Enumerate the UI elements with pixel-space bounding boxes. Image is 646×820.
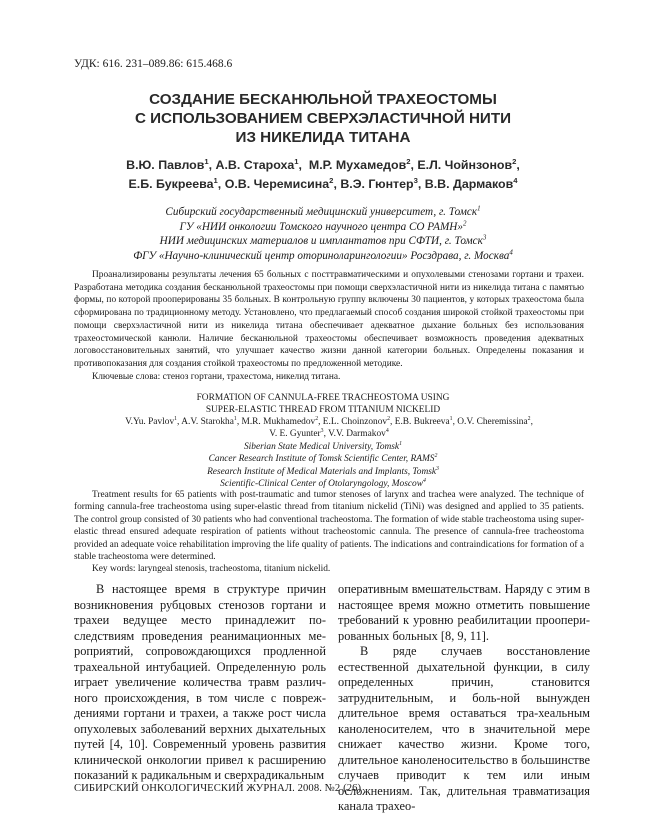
title-line: ИЗ НИКЕЛИДА ТИТАНА [235,129,411,146]
author-affiliation-index: 3 [320,428,324,435]
author: V. E. Gyunter [269,429,321,440]
body-column-right [338,582,590,815]
abstract-en: Treatment results for 65 patients with post-traumatic and tumor stenoses of larynx and trachea were analyzed. The technique of forming cannula-free tracheostoma using super-elastic thread from titanium nickelid (TiNi) was designed and applied to 35 patients. The control group consisted of 30 patients who had conventional tracheostoma. The formation of wide stable tracheostoma using super-elastic thread ensured adequate respiration of patients without tracheostomic cannula. The presence of cannula-free tracheostoma provided an adequate voice rehabilitation improving the life quality of patients. The indications and contraindications for formation of a stable tracheostoma were determined. [74,490,584,563]
text-line: рованных больных [8, 9, 11]. [338,628,489,643]
author: В.В. Дармаков [424,177,514,191]
english-title-line: FORMATION OF CANNULA-FREE TRACHEOSTOMA USING [196,393,450,403]
affiliation-index: 2 [462,218,467,227]
author-affiliation-index: 2 [315,415,319,422]
text-line: и трахеи ведущее место принадлежит по- [74,597,326,627]
english-title-line: SUPER-ELASTIC THREAD FROM TITANIUM NICKELID [205,405,441,416]
author: О.В. Черемисина [224,177,330,191]
article-title [60,90,586,147]
authors-line-1: В.Ю. Павлов$^1$, А.В. Староха$^1$, М.Р. Мухамедов$^2$, Е.Л. Чойнзонов$^2$, [126,156,520,172]
author-affiliation-index: 1 [213,175,218,185]
author: А.В. Староха [215,158,295,172]
text-line: ного происхождения, в том числе с повреж- [74,690,326,705]
affiliation-index: 4 [509,248,513,257]
text-line: длительное каноленосительство в большинстве [338,752,590,767]
paragraph [74,582,326,784]
author-affiliation-index: 1 [233,415,237,422]
affiliation-index: 3 [482,233,487,242]
affiliation-text: Scientific-Clinical Center of Otolaryngology, Moscow [220,478,423,489]
author: М.Р. Мухамедов [308,158,407,172]
affiliation-index: 1 [399,440,402,447]
text-line: роприятий, сопровождающихся продленной [74,644,326,658]
keywords-ru: Ключевые слова: стеноз гортани, трахестома, никелид титана. [92,372,341,382]
authors [60,156,586,194]
author: V.V. Darmakov [328,429,386,440]
text-line: оперативным вмешательствам. Наряду с этим в [338,582,590,596]
text-line: дениями гортани и трахеи, а также рост числа [74,706,326,720]
text-line: клинической онкологии привел к расширению [74,752,326,767]
paragraph [338,644,590,815]
author-affiliation-index: 1 [294,156,299,166]
text-line: случаев приводит к тем или иным осложнениям. [338,768,590,798]
affiliation-index: 1 [477,204,481,213]
text-line: мере снижает качество жизни. Кроме того, [338,721,590,751]
author: В.Ю. Павлов [126,158,205,172]
text-line: причин, становится затруднительным, и боль- [338,675,590,705]
author-affiliation-index: 1 [449,415,453,422]
text-line: В ряде случаев восстановление естественной [338,644,590,674]
text-line: путей [4, 10]. Современный уровень развития [74,737,326,751]
author-affiliation-index: 3 [413,175,418,185]
affiliation [60,453,586,465]
text-line: дыхательной функции, в силу определенных [338,659,590,689]
author-affiliation-index: 1 [204,156,209,166]
affiliation [60,466,586,478]
author-affiliation-index: 4 [513,175,518,185]
journal-footer: СИБИРСКИЙ ОНКОЛОГИЧЕСКИЙ ЖУРНАЛ. 2008. №2 (26) [74,783,362,794]
affiliation-index: 2 [434,453,438,460]
affiliation [60,249,586,264]
text-line: В настоящее время в структуре причин [96,582,326,596]
title-line: С ИСПОЛЬЗОВАНИЕМ СВЕРХЭЛАСТИЧНОЙ НИТИ [134,110,512,127]
author: M.R. Mukhamedov [241,417,316,427]
author: Е.Л. Чойнзонов [417,158,513,172]
affiliations [60,205,586,263]
text-line: требований к уровню реабилитации проопери- [338,613,590,627]
text-line: возникновения рубцовых стенозов гортани [74,597,313,612]
text-line: настоящее время можно отметить повышение [338,597,590,612]
affiliation-text: Siberian State Medical University, Tomsk [243,442,400,452]
body-column-left [74,582,326,784]
affiliation-index: 4 [422,477,426,484]
affiliation-text: ГУ «НИИ онкологии Томского научного центра СО РАМН» [179,220,463,233]
affiliation [60,234,586,249]
author-affiliation-index: 2 [512,156,517,166]
author: A.V. Starokha [181,417,234,427]
author: E.B. Bukreeva [394,417,450,427]
author-affiliation-index: 2 [527,415,531,422]
affiliation [60,441,586,453]
affiliation-text: НИИ медицинских материалов и имплантатов при СФТИ, г. Томск [159,235,483,248]
author: Е.Б. Букреева [128,177,214,191]
text-line: опухолевых заболеваний верхних дыхательных [74,721,326,736]
author-affiliation-index: 2 [406,156,411,166]
author-affiliation-index: 2 [329,175,334,185]
udc-code: УДК: 616. 231–089.86: 615.468.6 [74,58,233,70]
text-line: показаний к радикальным и сверхрадикальным [74,768,325,782]
author: O.V. Cheremissina [457,417,528,427]
text-line: ной вынужден длительное время оставаться тра- [338,690,590,720]
authors-line-2: Е.Б. Букреева$^1$, О.В. Черемисина$^2$, В.Э. Гюнтер$^3$, В.В. Дармаков$^4$ [128,175,518,191]
text-line: хеальным каноленосителем, что в значительной [338,706,590,736]
affiliation-text: Cancer Research Institute of Tomsk Scientific Center, RAMS [208,454,435,465]
title-line: СОЗДАНИЕ БЕСКАНЮЛЬНОЙ ТРАХЕОСТОМЫ [149,91,497,108]
text-line: Так, длительная травматизация канала трахео- [338,783,590,813]
affiliation [60,205,586,220]
english-title [60,392,586,416]
english-authors: V.Yu. Pavlov$^1$, A.V. Starokha$^1$, M.R. Mukhamedov$^2$, E.L. Choinzonov$^2$, E.B. Bukreeva$^1$, O.V. Cheremissina$^2$, V. E. Gyunter$^3$, V.V. Darmakov$^4$ [125,415,533,440]
text-line: играет увеличение количества травм различ- [74,675,326,689]
author-affiliation-index: 1 [174,415,178,422]
affiliation-text: Сибирский государственный медицинский университет, г. Томск [165,206,478,218]
author: В.Э. Гюнтер [340,177,414,191]
keywords-en: Key words: laryngeal stenosis, tracheostoma, titanium nickelid. [92,564,331,574]
author: V.Yu. Pavlov [125,417,175,427]
author-affiliation-index: 2 [387,415,391,422]
abstract-ru: Проанализированы результаты лечения 65 больных с посттравматическими и опухолевыми стенозами гортани и трахеи. Разработана методика создания бесканюльной трахеостомы при помощи сверхэластичной нити из никелида титана с памятью формы, по которой прооперированы 35 больных. В контрольную группу включены 30 пациентов, у которых трахеостома была сформирована по традиционному методу. Установлено, что предлагаемый способ создания широкой стойкой трахеостомы при помощи сверхэластичной нити из никелида титана обеспечивает адекватное дыхание больных без использования трахеостомической канюли. Наличие бесканюльной трахеостомы обеспечивает возможность проведения адекватных логовосстановительных занятий, что улучшает качество жизни данной категории больных. Определены показания и противопоказания для создания стойкой трахеостомы по предложенной методике. [74,270,584,369]
affiliation [60,220,586,235]
affiliation-text: Research Institute of Medical Materials and Implants, Tomsk [207,466,437,477]
affiliation-index: 3 [436,465,439,472]
paragraph [338,582,590,644]
author-affiliation-index: 4 [385,428,389,435]
english-affiliations [60,441,586,490]
affiliation-text: ФГУ «Научно-клинический центр оториноларингологии» Росздрава, г. Москва [133,249,510,262]
text-line: трахеальной интубацией. Определенную роль [74,659,326,674]
text-line: следствиям проведения реанимационных ме- [74,628,326,643]
author: E.L. Choinzonov [322,417,388,427]
